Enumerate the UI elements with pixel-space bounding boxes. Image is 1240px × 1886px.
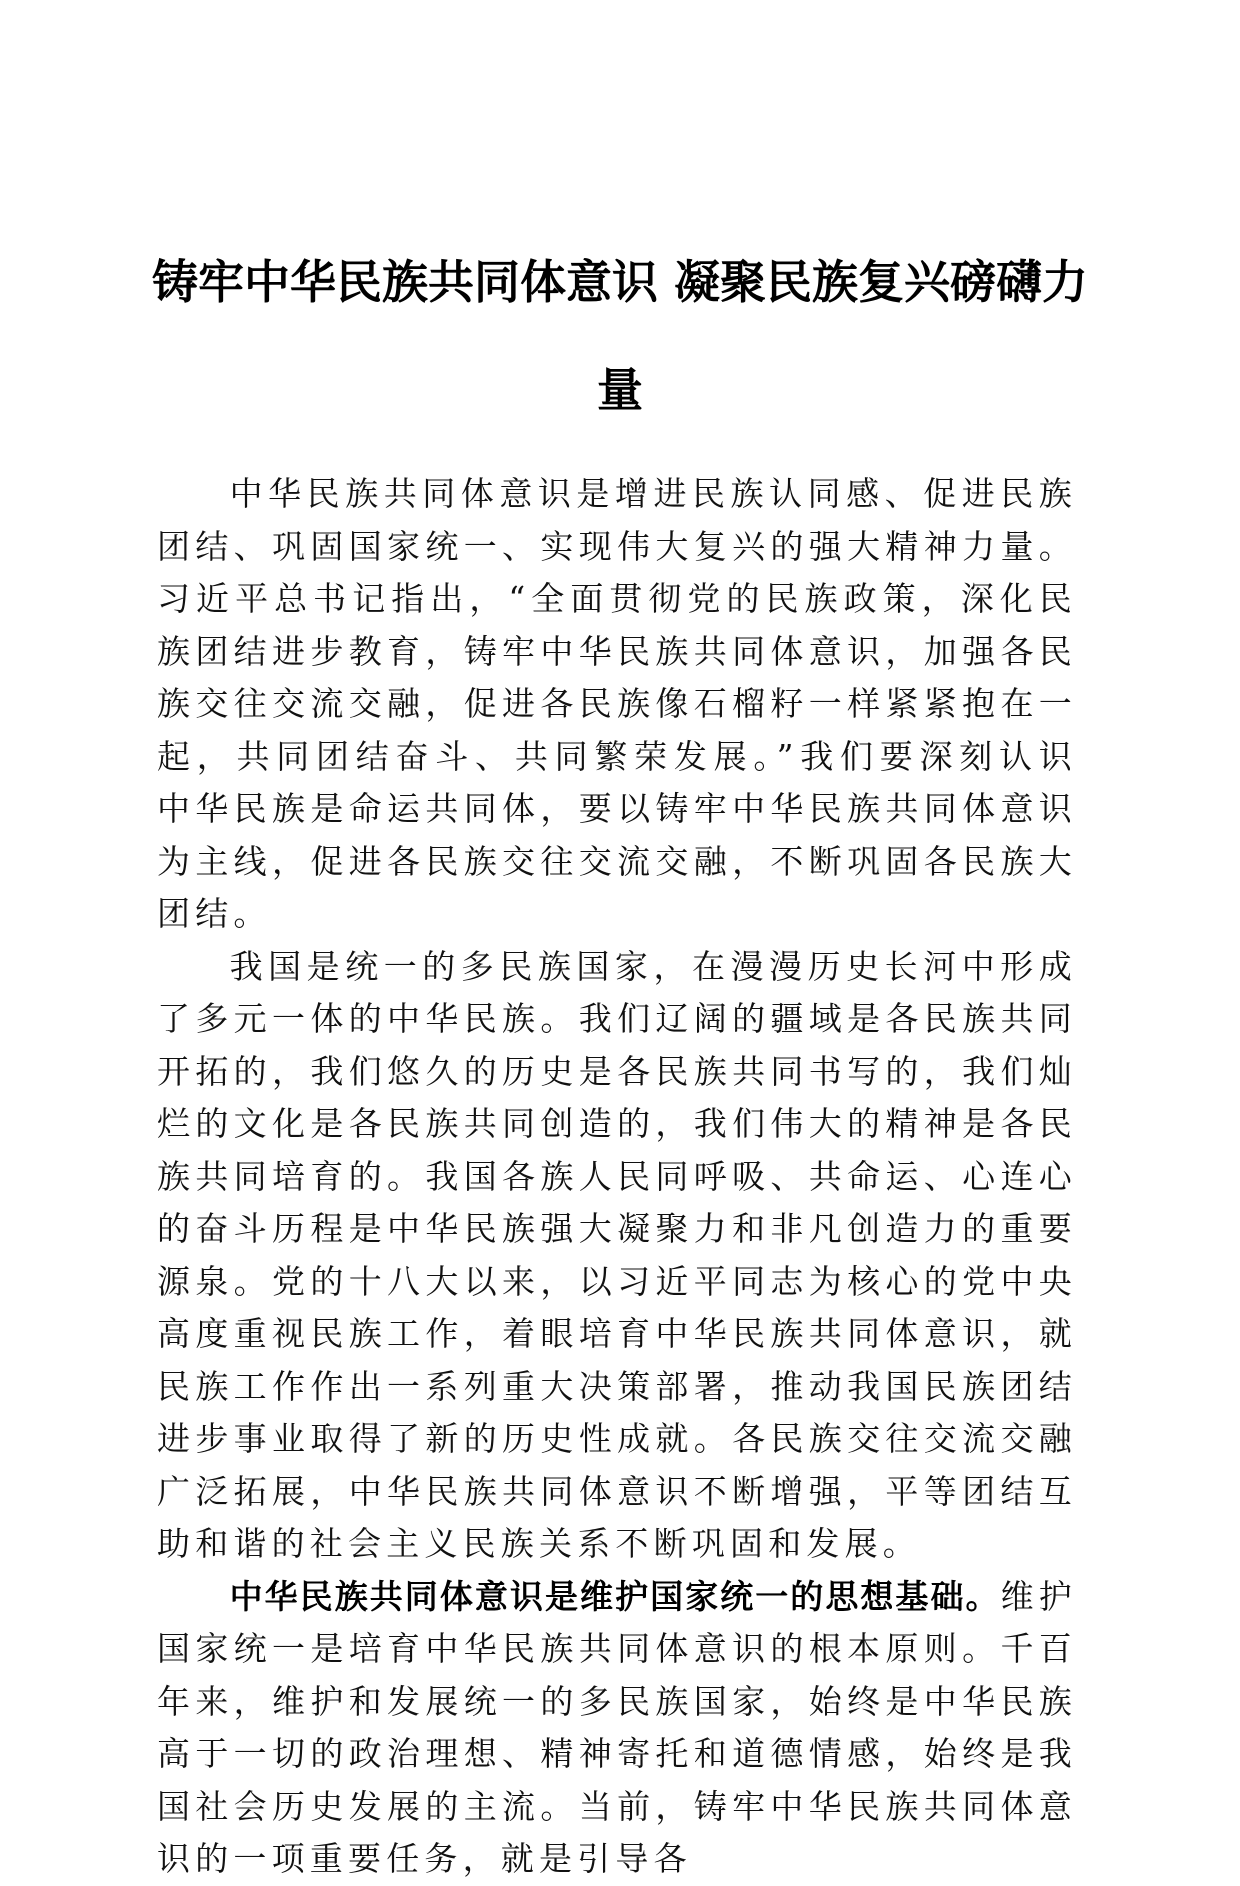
- paragraph-2: [157, 941, 1077, 1571]
- document-body: [157, 468, 1077, 1886]
- paragraph-2-text: 我国是统一的多民族国家，在漫漫历史长河中形成了多元一体的中华民族。我们辽阔的疆域是各民族共同开拓的，我们悠久的历史是各民族共同书写的，我们灿烂的文化是各民族共同创造的，我们伟大的精神是各民族共同培育的。我国各族人民同呼吸、共命运、心连心的奋斗历程是中华民族强大凝聚力和非凡创造力的重要源泉。党的十八大以来，以习近平同志为核心的党中央高度重视民族工作，着眼培育中华民族共同体意识，就民族工作作出一系列重大决策部署，推动我国民族团结进步事业取得了新的历史性成就。各民族交往交流交融广泛拓展，中华民族共同体意识不断增强，平等团结互助和谐的社会主义民族关系不断巩固和发展。: [157, 946, 1077, 1563]
- paragraph-1-text: 中华民族共同体意识是增进民族认同感、促进民族团结、巩固国家统一、实现伟大复兴的强大精神力量。习近平总书记指出，“全面贯彻党的民族政策，深化民族团结进步教育，铸牢中华民族共同体意识，加强各民族交往交流交融，促进各民族像石榴籽一样紧紧抱在一起，共同团结奋斗、共同繁荣发展。”我们要深刻认识中华民族是命运共同体，要以铸牢中华民族共同体意识为主线，促进各民族交往交流交融，不断巩固各民族大团结。: [157, 474, 1077, 933]
- paragraph-3-text: 维护国家统一是培育中华民族共同体意识的根本原则。千百年来，维护和发展统一的多民族国家，始终是中华民族高于一切的政治理想、精神寄托和道德情感，始终是我国社会历史发展的主流。当前，铸牢中华民族共同体意识的一项重要任务，就是引导各: [157, 1576, 1078, 1878]
- document-title: 铸牢中华民族共同体意识 凝聚民族复兴磅礴力量: [151, 255, 1088, 417]
- paragraph-1: [157, 468, 1077, 941]
- paragraph-3-lead: 中华民族共同体意识是维护国家统一的思想基础。: [229, 1576, 1001, 1616]
- paragraph-3: [157, 1571, 1077, 1886]
